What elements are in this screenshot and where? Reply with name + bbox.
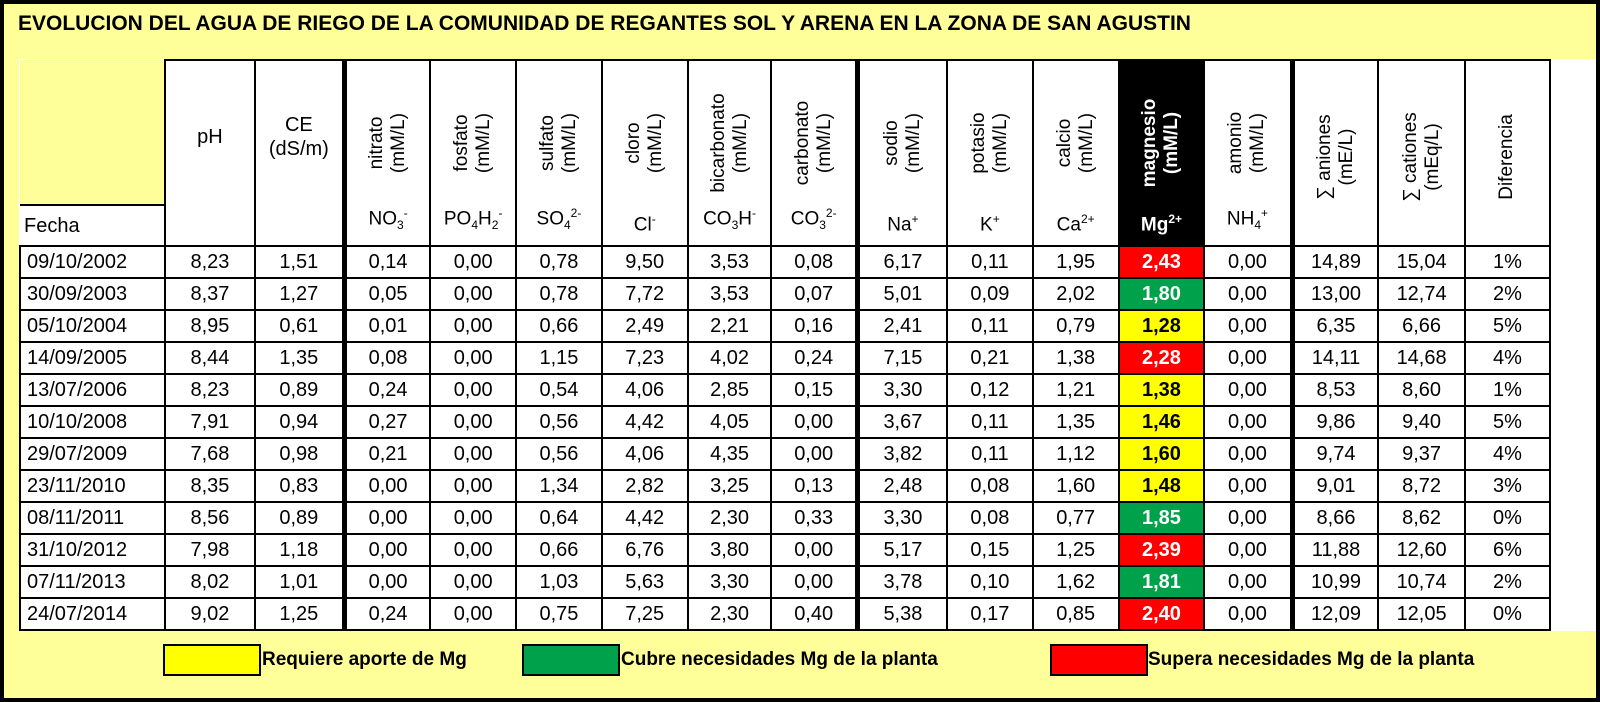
cell-fecha: 10/10/2008 [20, 406, 165, 438]
header-sulfato: sulfato (mM/L) $SO_4^{2-}$ [516, 60, 602, 246]
cell-aniones: 9,86 [1292, 406, 1378, 438]
cell-ce: 1,25 [255, 598, 345, 630]
cell-nitrato: 0,01 [344, 310, 430, 342]
cell-aniones: 10,99 [1292, 566, 1378, 598]
cell-magnesio: 1,85 [1119, 502, 1205, 534]
cell-aniones: 14,89 [1292, 246, 1378, 278]
cell-cloro: 5,63 [602, 566, 688, 598]
cell-bicarbonato: 3,80 [688, 534, 772, 566]
cell-cloro: 7,25 [602, 598, 688, 630]
header-ph: pH [165, 60, 255, 246]
cell-cloro: 4,42 [602, 406, 688, 438]
cell-amonio: 0,00 [1204, 310, 1292, 342]
cell-magnesio: 1,46 [1119, 406, 1205, 438]
cell-fecha: 23/11/2010 [20, 470, 165, 502]
cell-calcio: 1,35 [1033, 406, 1119, 438]
cell-aniones: 9,74 [1292, 438, 1378, 470]
header-bicarbonato: bicarbonato (mM/L) $CO_3H^-$ [688, 60, 772, 246]
cell-nitrato: 0,24 [344, 598, 430, 630]
table-row [20, 406, 1595, 438]
cell-cloro: 9,50 [602, 246, 688, 278]
cell-potasio: 0,12 [947, 374, 1033, 406]
cell-fosfato: 0,00 [430, 278, 516, 310]
cell-diferencia: 2% [1465, 278, 1550, 310]
cell-fosfato: 0,00 [430, 246, 516, 278]
cell-diferencia: 1% [1465, 374, 1550, 406]
cell-ph: 7,98 [165, 534, 255, 566]
cell-diferencia: 0% [1465, 502, 1550, 534]
cell-ph: 8,02 [165, 566, 255, 598]
cell-cationes: 12,74 [1378, 278, 1464, 310]
cell-amonio: 0,00 [1204, 502, 1292, 534]
cell-fosfato: 0,00 [430, 374, 516, 406]
cell-fecha: 13/07/2006 [20, 374, 165, 406]
header-fosfato: fosfato (mM/L) $PO_4H_2^-$ [430, 60, 516, 246]
cell-fosfato: 0,00 [430, 310, 516, 342]
cell-calcio: 1,62 [1033, 566, 1119, 598]
cell-calcio: 1,21 [1033, 374, 1119, 406]
cell-magnesio: 1,48 [1119, 470, 1205, 502]
table-row [20, 374, 1595, 406]
cell-cationes: 8,72 [1378, 470, 1464, 502]
cell-ph: 8,56 [165, 502, 255, 534]
cell-magnesio: 2,39 [1119, 534, 1205, 566]
cell-nitrato: 0,27 [344, 406, 430, 438]
cell-potasio: 0,10 [947, 566, 1033, 598]
water-analysis-table [19, 59, 1596, 631]
legend-label-requiere: Requiere aporte de Mg [262, 649, 467, 670]
cell-bicarbonato: 4,05 [688, 406, 772, 438]
cell-carbonato: 0,00 [771, 566, 857, 598]
table-row [20, 534, 1595, 566]
legend-swatch-yellow [163, 644, 261, 676]
cell-amonio: 0,00 [1204, 278, 1292, 310]
cell-amonio: 0,00 [1204, 406, 1292, 438]
cell-calcio: 1,95 [1033, 246, 1119, 278]
cell-cloro: 6,76 [602, 534, 688, 566]
cell-potasio: 0,09 [947, 278, 1033, 310]
cell-calcio: 2,02 [1033, 278, 1119, 310]
header-sodio: sodio (mM/L) Na+ [857, 60, 947, 246]
cell-carbonato: 0,33 [771, 502, 857, 534]
cell-ph: 7,68 [165, 438, 255, 470]
cell-amonio: 0,00 [1204, 566, 1292, 598]
cell-cationes: 8,62 [1378, 502, 1464, 534]
cell-diferencia: 5% [1465, 406, 1550, 438]
cell-magnesio: 1,60 [1119, 438, 1205, 470]
cell-diferencia: 3% [1465, 470, 1550, 502]
header-aniones: ∑ aniones (mE/L) [1292, 60, 1378, 246]
cell-ce: 1,35 [255, 342, 345, 374]
cell-sulfato: 0,64 [516, 502, 602, 534]
cell-amonio: 0,00 [1204, 374, 1292, 406]
cell-nitrato: 0,24 [344, 374, 430, 406]
cell-carbonato: 0,15 [771, 374, 857, 406]
cell-ph: 8,44 [165, 342, 255, 374]
cell-ce: 1,51 [255, 246, 345, 278]
cell-bicarbonato: 3,30 [688, 566, 772, 598]
cell-aniones: 12,09 [1292, 598, 1378, 630]
cell-sodio: 3,78 [857, 566, 947, 598]
header-nitrato: nitrato (mM/L) $NO_3^-$ [344, 60, 430, 246]
cell-amonio: 0,00 [1204, 246, 1292, 278]
cell-nitrato: 0,00 [344, 502, 430, 534]
cell-potasio: 0,15 [947, 534, 1033, 566]
cell-ph: 8,23 [165, 246, 255, 278]
table-row [20, 438, 1595, 470]
cell-cloro: 7,72 [602, 278, 688, 310]
cell-ce: 0,89 [255, 502, 345, 534]
cell-ph: 8,37 [165, 278, 255, 310]
table-row [20, 502, 1595, 534]
cell-cationes: 12,05 [1378, 598, 1464, 630]
table-row [20, 278, 1595, 310]
page-title: EVOLUCION DEL AGUA DE RIEGO DE LA COMUNIDAD DE REGANTES SOL Y ARENA EN LA ZONA DE SAN AGUSTIN [18, 12, 1191, 35]
cell-cationes: 8,60 [1378, 374, 1464, 406]
cell-magnesio: 1,38 [1119, 374, 1205, 406]
cell-cloro: 4,06 [602, 374, 688, 406]
header-magnesio: magnesio (mM/L) $Mg^{2+}$ [1119, 60, 1205, 246]
cell-cloro: 2,49 [602, 310, 688, 342]
cell-diferencia: 1% [1465, 246, 1550, 278]
legend-swatch-green [522, 644, 620, 676]
cell-diferencia: 2% [1465, 566, 1550, 598]
cell-aniones: 13,00 [1292, 278, 1378, 310]
header-ce: CE (dS/m) [255, 60, 345, 246]
cell-cationes: 12,60 [1378, 534, 1464, 566]
cell-sulfato: 0,78 [516, 278, 602, 310]
cell-calcio: 1,25 [1033, 534, 1119, 566]
cell-ph: 8,95 [165, 310, 255, 342]
cell-sodio: 2,41 [857, 310, 947, 342]
cell-potasio: 0,08 [947, 470, 1033, 502]
cell-magnesio: 1,81 [1119, 566, 1205, 598]
cell-amonio: 0,00 [1204, 534, 1292, 566]
cell-cloro: 4,06 [602, 438, 688, 470]
header-fecha-label: Fecha [20, 204, 164, 245]
cell-sodio: 3,30 [857, 374, 947, 406]
legend-swatch-red [1050, 644, 1148, 676]
cell-sulfato: 0,75 [516, 598, 602, 630]
cell-diferencia: 4% [1465, 342, 1550, 374]
cell-fosfato: 0,00 [430, 502, 516, 534]
header-amonio: amonio (mM/L) $NH_4^+$ [1204, 60, 1292, 246]
cell-sulfato: 1,15 [516, 342, 602, 374]
cell-ce: 1,27 [255, 278, 345, 310]
cell-bicarbonato: 3,53 [688, 278, 772, 310]
cell-sulfato: 0,56 [516, 438, 602, 470]
legend-label-supera: Supera necesidades Mg de la planta [1148, 649, 1475, 670]
cell-ph: 9,02 [165, 598, 255, 630]
cell-ce: 0,89 [255, 374, 345, 406]
cell-fosfato: 0,00 [430, 470, 516, 502]
cell-nitrato: 0,00 [344, 566, 430, 598]
cell-sodio: 3,82 [857, 438, 947, 470]
legend [4, 644, 1596, 680]
cell-bicarbonato: 4,35 [688, 438, 772, 470]
cell-amonio: 0,00 [1204, 342, 1292, 374]
cell-calcio: 1,60 [1033, 470, 1119, 502]
table-row [20, 566, 1595, 598]
cell-carbonato: 0,00 [771, 406, 857, 438]
cell-calcio: 0,79 [1033, 310, 1119, 342]
header-calcio: calcio (mM/L) $Ca^{2+}$ [1033, 60, 1119, 246]
cell-ce: 1,18 [255, 534, 345, 566]
cell-diferencia: 6% [1465, 534, 1550, 566]
cell-bicarbonato: 2,85 [688, 374, 772, 406]
cell-carbonato: 0,08 [771, 246, 857, 278]
cell-diferencia: 5% [1465, 310, 1550, 342]
table-body [20, 246, 1595, 630]
cell-fosfato: 0,00 [430, 438, 516, 470]
cell-sulfato: 1,34 [516, 470, 602, 502]
cell-fosfato: 0,00 [430, 566, 516, 598]
cell-bicarbonato: 2,30 [688, 598, 772, 630]
cell-magnesio: 2,28 [1119, 342, 1205, 374]
cell-fecha: 07/11/2013 [20, 566, 165, 598]
cell-sodio: 3,30 [857, 502, 947, 534]
cell-cationes: 10,74 [1378, 566, 1464, 598]
cell-magnesio: 2,40 [1119, 598, 1205, 630]
cell-nitrato: 0,08 [344, 342, 430, 374]
cell-sodio: 3,67 [857, 406, 947, 438]
cell-nitrato: 0,14 [344, 246, 430, 278]
cell-fecha: 05/10/2004 [20, 310, 165, 342]
cell-sulfato: 0,78 [516, 246, 602, 278]
legend-label-cubre: Cubre necesidades Mg de la planta [621, 649, 938, 670]
cell-ce: 0,61 [255, 310, 345, 342]
cell-cloro: 4,42 [602, 502, 688, 534]
cell-fosfato: 0,00 [430, 406, 516, 438]
cell-bicarbonato: 3,25 [688, 470, 772, 502]
cell-sodio: 7,15 [857, 342, 947, 374]
header-potasio: potasio (mM/L) K+ [947, 60, 1033, 246]
cell-sulfato: 1,03 [516, 566, 602, 598]
cell-potasio: 0,11 [947, 406, 1033, 438]
cell-cationes: 14,68 [1378, 342, 1464, 374]
cell-magnesio: 2,43 [1119, 246, 1205, 278]
cell-ph: 8,23 [165, 374, 255, 406]
cell-fecha: 08/11/2011 [20, 502, 165, 534]
cell-calcio: 0,85 [1033, 598, 1119, 630]
cell-aniones: 8,66 [1292, 502, 1378, 534]
cell-cationes: 6,66 [1378, 310, 1464, 342]
table-row [20, 342, 1595, 374]
cell-ce: 0,94 [255, 406, 345, 438]
cell-aniones: 9,01 [1292, 470, 1378, 502]
cell-ph: 8,35 [165, 470, 255, 502]
cell-carbonato: 0,00 [771, 438, 857, 470]
cell-carbonato: 0,07 [771, 278, 857, 310]
cell-bicarbonato: 2,21 [688, 310, 772, 342]
table-row [20, 246, 1595, 278]
cell-sulfato: 0,56 [516, 406, 602, 438]
cell-calcio: 1,38 [1033, 342, 1119, 374]
cell-fecha: 29/07/2009 [20, 438, 165, 470]
cell-carbonato: 0,16 [771, 310, 857, 342]
cell-magnesio: 1,80 [1119, 278, 1205, 310]
cell-carbonato: 0,24 [771, 342, 857, 374]
cell-fosfato: 0,00 [430, 598, 516, 630]
table-row [20, 470, 1595, 502]
cell-sulfato: 0,66 [516, 310, 602, 342]
cell-cationes: 9,40 [1378, 406, 1464, 438]
header-cationes: ∑ cationes (mEq/L) [1378, 60, 1464, 246]
cell-sulfato: 0,66 [516, 534, 602, 566]
cell-amonio: 0,00 [1204, 438, 1292, 470]
cell-potasio: 0,21 [947, 342, 1033, 374]
cell-magnesio: 1,28 [1119, 310, 1205, 342]
cell-ce: 0,98 [255, 438, 345, 470]
cell-nitrato: 0,05 [344, 278, 430, 310]
cell-aniones: 6,35 [1292, 310, 1378, 342]
cell-potasio: 0,11 [947, 246, 1033, 278]
header-cloro: cloro (mM/L) Cl- [602, 60, 688, 246]
cell-fecha: 09/10/2002 [20, 246, 165, 278]
cell-ph: 7,91 [165, 406, 255, 438]
sheet-frame [4, 4, 1596, 698]
header-diferencia: Diferencia [1465, 60, 1550, 246]
cell-cloro: 2,82 [602, 470, 688, 502]
cell-amonio: 0,00 [1204, 470, 1292, 502]
cell-fecha: 14/09/2005 [20, 342, 165, 374]
cell-bicarbonato: 4,02 [688, 342, 772, 374]
cell-cloro: 7,23 [602, 342, 688, 374]
cell-fecha: 24/07/2014 [20, 598, 165, 630]
header-fecha [20, 60, 165, 246]
cell-aniones: 11,88 [1292, 534, 1378, 566]
cell-potasio: 0,11 [947, 310, 1033, 342]
cell-fecha: 30/09/2003 [20, 278, 165, 310]
cell-nitrato: 0,21 [344, 438, 430, 470]
cell-calcio: 0,77 [1033, 502, 1119, 534]
cell-cationes: 9,37 [1378, 438, 1464, 470]
cell-ce: 1,01 [255, 566, 345, 598]
table-row [20, 310, 1595, 342]
cell-potasio: 0,08 [947, 502, 1033, 534]
cell-carbonato: 0,13 [771, 470, 857, 502]
cell-cationes: 15,04 [1378, 246, 1464, 278]
cell-sodio: 5,01 [857, 278, 947, 310]
cell-diferencia: 4% [1465, 438, 1550, 470]
table-row [20, 598, 1595, 630]
cell-sodio: 6,17 [857, 246, 947, 278]
cell-bicarbonato: 2,30 [688, 502, 772, 534]
header-carbonato: carbonato (mM/L) $CO_3^{2-}$ [771, 60, 857, 246]
cell-potasio: 0,17 [947, 598, 1033, 630]
cell-aniones: 14,11 [1292, 342, 1378, 374]
cell-carbonato: 0,00 [771, 534, 857, 566]
cell-diferencia: 0% [1465, 598, 1550, 630]
cell-bicarbonato: 3,53 [688, 246, 772, 278]
cell-fecha: 31/10/2012 [20, 534, 165, 566]
cell-nitrato: 0,00 [344, 534, 430, 566]
cell-sodio: 5,38 [857, 598, 947, 630]
cell-ce: 0,83 [255, 470, 345, 502]
cell-amonio: 0,00 [1204, 598, 1292, 630]
cell-sodio: 2,48 [857, 470, 947, 502]
cell-potasio: 0,11 [947, 438, 1033, 470]
cell-fosfato: 0,00 [430, 534, 516, 566]
cell-carbonato: 0,40 [771, 598, 857, 630]
cell-calcio: 1,12 [1033, 438, 1119, 470]
cell-nitrato: 0,00 [344, 470, 430, 502]
cell-aniones: 8,53 [1292, 374, 1378, 406]
cell-sodio: 5,17 [857, 534, 947, 566]
cell-fosfato: 0,00 [430, 342, 516, 374]
cell-sulfato: 0,54 [516, 374, 602, 406]
